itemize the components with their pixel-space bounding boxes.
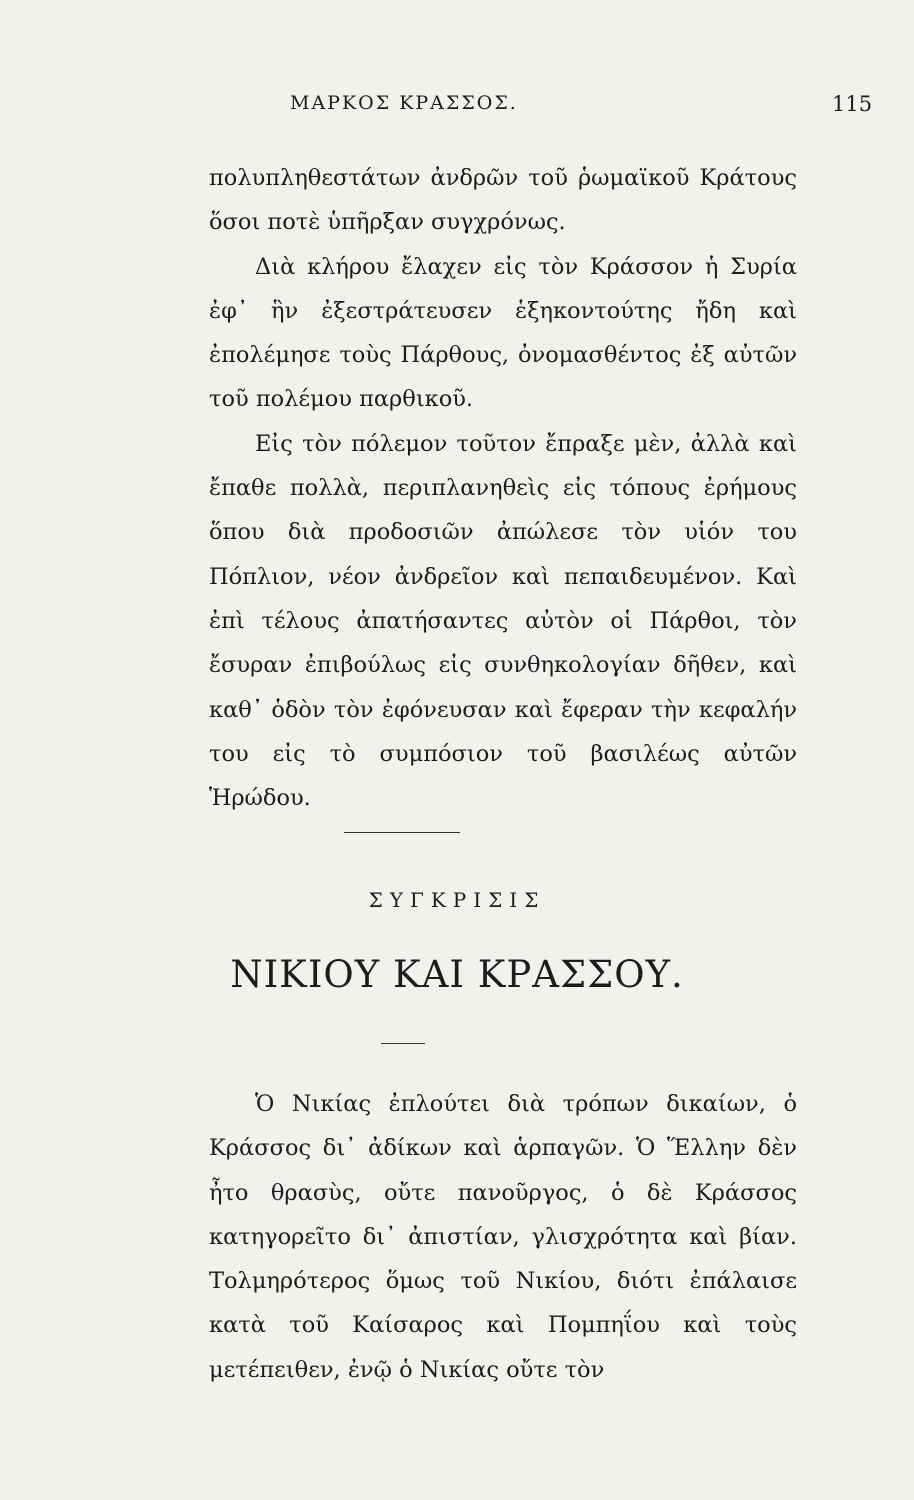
section-heading: ΝΙΚΙΟΥ ΚΑΙ ΚΡΑΣΣΟΥ. xyxy=(230,953,684,996)
heading-divider xyxy=(381,1043,425,1044)
paragraph-parthian-war: Εἰς τὸν πόλεμον τοῦτον ἔπραξε μὲν, ἀλλὰ καὶ ἔπαθε πολλὰ, περιπλανηθεὶς εἰς τόπους ἐρήμους ὅπου διὰ προδοσιῶν ἀπώλεσε τὸν υἱόν του Πόπλιον, νέον ἀνδρεῖον καὶ πεπαιδευμένον. Καὶ ἐπὶ τέλους ἀπατήσαντες αὐτὸν οἱ Πάρθοι, τὸν ἔσυραν ἐπιβούλως εἰς συνθηκολογίαν δῆθεν, καὶ καθ᾽ ὁδὸν τὸν ἐφόνευσαν καὶ ἔφεραν τὴν κεφαλήν του εἰς τὸ συμπόσιον τοῦ βασιλέως αὐτῶν Ἡρώδου. xyxy=(209,430,797,812)
paragraph-syria: Διὰ κλήρου ἔλαχεν εἰς τὸν Κράσσον ἡ Συρία ἐφ᾽ ἣν ἐξεστράτευσεν ἑξηκοντούτης ἤδη καὶ ἐπολέμησε τοὺς Πάρθους, ὀνομασθέντος ἐξ αὐτῶν τοῦ πολέμου παρθικοῦ. xyxy=(209,253,797,413)
section-kicker: ΣΥΓΚΡΙΣΙΣ xyxy=(368,888,546,912)
page-number: 115 xyxy=(832,92,873,116)
comparison-text xyxy=(209,1082,797,1392)
running-head xyxy=(0,92,914,122)
paragraph-continuation: πολυπληθεστάτων ἀνδρῶν τοῦ ῥωμαϊκοῦ Κράτους ὅσοι ποτὲ ὑπῆρξαν συγχρόνως. xyxy=(209,165,797,236)
paragraph-comparison: Ὁ Νικίας ἐπλούτει διὰ τρόπων δικαίων, ὁ Κράσσος δι᾽ ἀδίκων καὶ ἁρπαγῶν. Ὁ Ἕλλην δὲν ἦτο θρασὺς, οὔτε πανοῦργος, ὁ δὲ Κράσσος κατηγορεῖτο δι᾽ ἀπιστίαν, γλισχρότητα καὶ βίαν. Τολμηρότερος ὅμως τοῦ Νικίου, διότι ἐπάλαισε κατὰ τοῦ Καίσαρος καὶ Πομπηΐου καὶ τοὺς μετέπειθεν, ἐνῷ ὁ Νικίας οὔτε τὸν xyxy=(209,1091,797,1383)
main-text xyxy=(209,156,797,820)
running-title: ΜΑΡΚΟΣ ΚΡΑΣΣΟΣ. xyxy=(290,92,518,114)
section-divider xyxy=(344,832,460,833)
